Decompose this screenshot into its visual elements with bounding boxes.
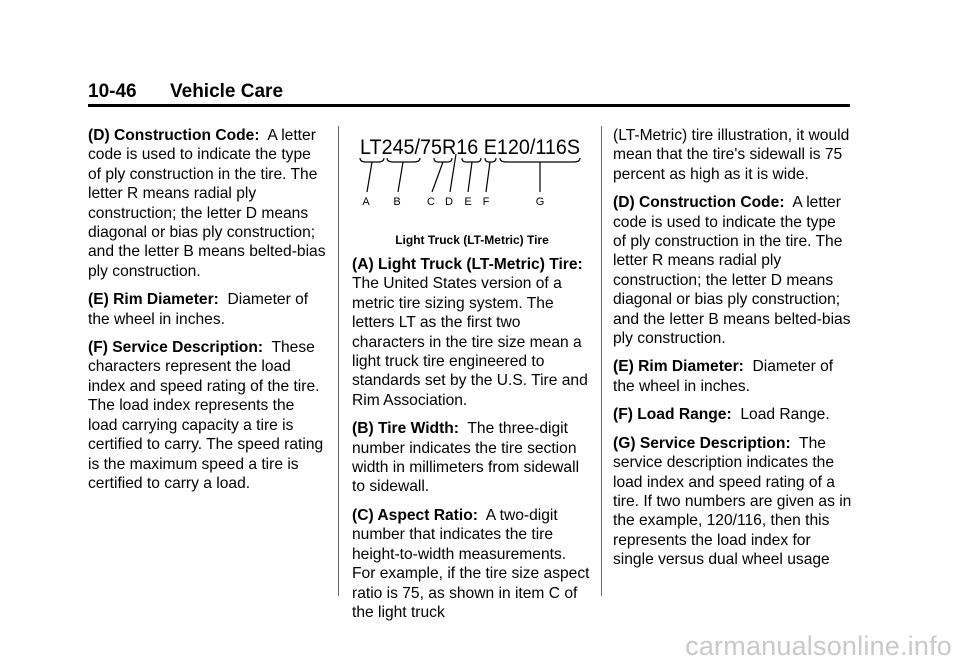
figure-caption: Light Truck (LT-Metric) Tire — [395, 233, 549, 247]
paragraph — [88, 338, 328, 493]
column-divider-2 — [601, 126, 602, 596]
term-text: The three-digit number indicates the tire section width in millimeters from sidewall to sidewall. — [352, 420, 580, 496]
term-separator: : — [472, 506, 478, 524]
pointer-b — [398, 162, 403, 192]
term-separator: : — [213, 291, 219, 309]
term-separator: : — [785, 434, 791, 452]
term-separator: : — [257, 339, 264, 357]
term-text: (LT-Metric) tire illustration, it would mean that the tire's sidewall is 75 percent as high as it is wide. — [613, 127, 850, 183]
pointer-c — [432, 162, 443, 192]
page-header — [88, 80, 850, 104]
section-title: Vehicle Care — [170, 81, 284, 102]
term-separator: : — [254, 127, 260, 144]
paragraph — [88, 126, 328, 281]
tire-code-brackets — [360, 154, 580, 192]
term-label: (E) Rim Diameter — [613, 358, 739, 376]
term-text: Diameter of the wheel in inches. — [88, 291, 309, 328]
term-text: Diameter of the wheel in inches. — [613, 358, 834, 395]
page-number: 10-46 — [88, 81, 137, 102]
pointer-a — [367, 162, 372, 192]
marker-b: B — [393, 196, 401, 208]
term-separator: : — [738, 358, 744, 376]
paragraph — [613, 126, 853, 184]
term-label: (F) Service Description — [88, 339, 258, 357]
term-label: (D) Construction Code — [88, 127, 255, 144]
middle-column — [352, 255, 592, 631]
term-label: (F) Load Range — [613, 406, 727, 424]
term-text: A two-digit number that indicates the tire height-to-width measurements. For example, if the tire size aspect ratio is 75, as shown in item C of the light truck — [352, 506, 590, 621]
marker-d: D — [445, 196, 453, 208]
term-label: (D) Construction Code — [613, 194, 780, 212]
pointer-f — [486, 162, 490, 192]
paragraph — [613, 357, 853, 396]
tire-code-figure — [352, 132, 592, 242]
term-text: The service description indicates the load index and speed rating of a tire. If two numbers are given as in the example, 120/116, then this represents the load index for single versus dual wheel usage — [613, 434, 852, 569]
term-text: A letter code is used to indicate the type of ply construction in the tire. The letter R means radial ply construction; the letter D means diagonal or bias ply construction; and the letter B means belted-bias ply construction. — [613, 194, 851, 348]
paragraph — [88, 290, 328, 329]
paragraph — [352, 255, 592, 410]
paragraph — [613, 434, 853, 570]
marker-g: G — [535, 196, 545, 208]
term-text: These characters represent the load index and speed rating of the tire. The load index represents the load carrying capacity a tire is certified to carry. The speed rating is the maximum speed a tire is certified to carry a load. — [88, 339, 324, 492]
header-rule — [88, 104, 850, 107]
paragraph — [352, 419, 592, 497]
term-label: (B) Tire Width — [352, 420, 454, 438]
tire-code-diagram — [352, 132, 592, 232]
term-separator: : — [577, 256, 583, 273]
tire-code-text: LT245/75R16 E120/116S — [360, 136, 580, 159]
term-label: (G) Service Description — [613, 434, 786, 452]
term-label: (E) Rim Diameter — [88, 291, 214, 309]
marker-e: E — [464, 196, 472, 208]
marker-a: A — [362, 196, 370, 208]
paragraph — [352, 506, 592, 622]
pointer-e — [468, 162, 472, 192]
watermark: carmanualsonline.info — [685, 631, 952, 661]
term-text: The United States version of a metric tire sizing system. The letters LT as the first two characters in the tire size mean a light truck tire engineered to standards set by the U.S. Tire and Rim Association. — [352, 275, 588, 409]
paragraph — [613, 193, 853, 348]
term-label: (C) Aspect Ratio — [352, 506, 473, 524]
term-text: Load Range. — [740, 406, 830, 424]
right-column — [613, 126, 853, 579]
paragraph — [613, 405, 853, 424]
term-label: (A) Light Truck (LT-Metric) Tire — [352, 256, 578, 273]
term-text: A letter code is used to indicate the type of ply construction in the tire. The letter R means radial ply construction; the letter D means diagonal or bias ply construction; and the letter B means belted-bias ply construction. — [88, 127, 326, 280]
marker-c: C — [427, 196, 435, 208]
left-column — [88, 126, 328, 502]
marker-f: F — [482, 196, 490, 208]
pointer-d — [450, 154, 456, 192]
column-divider-1 — [338, 126, 339, 596]
term-separator: : — [453, 420, 459, 438]
term-separator: : — [779, 194, 785, 212]
term-separator: : — [726, 406, 732, 424]
